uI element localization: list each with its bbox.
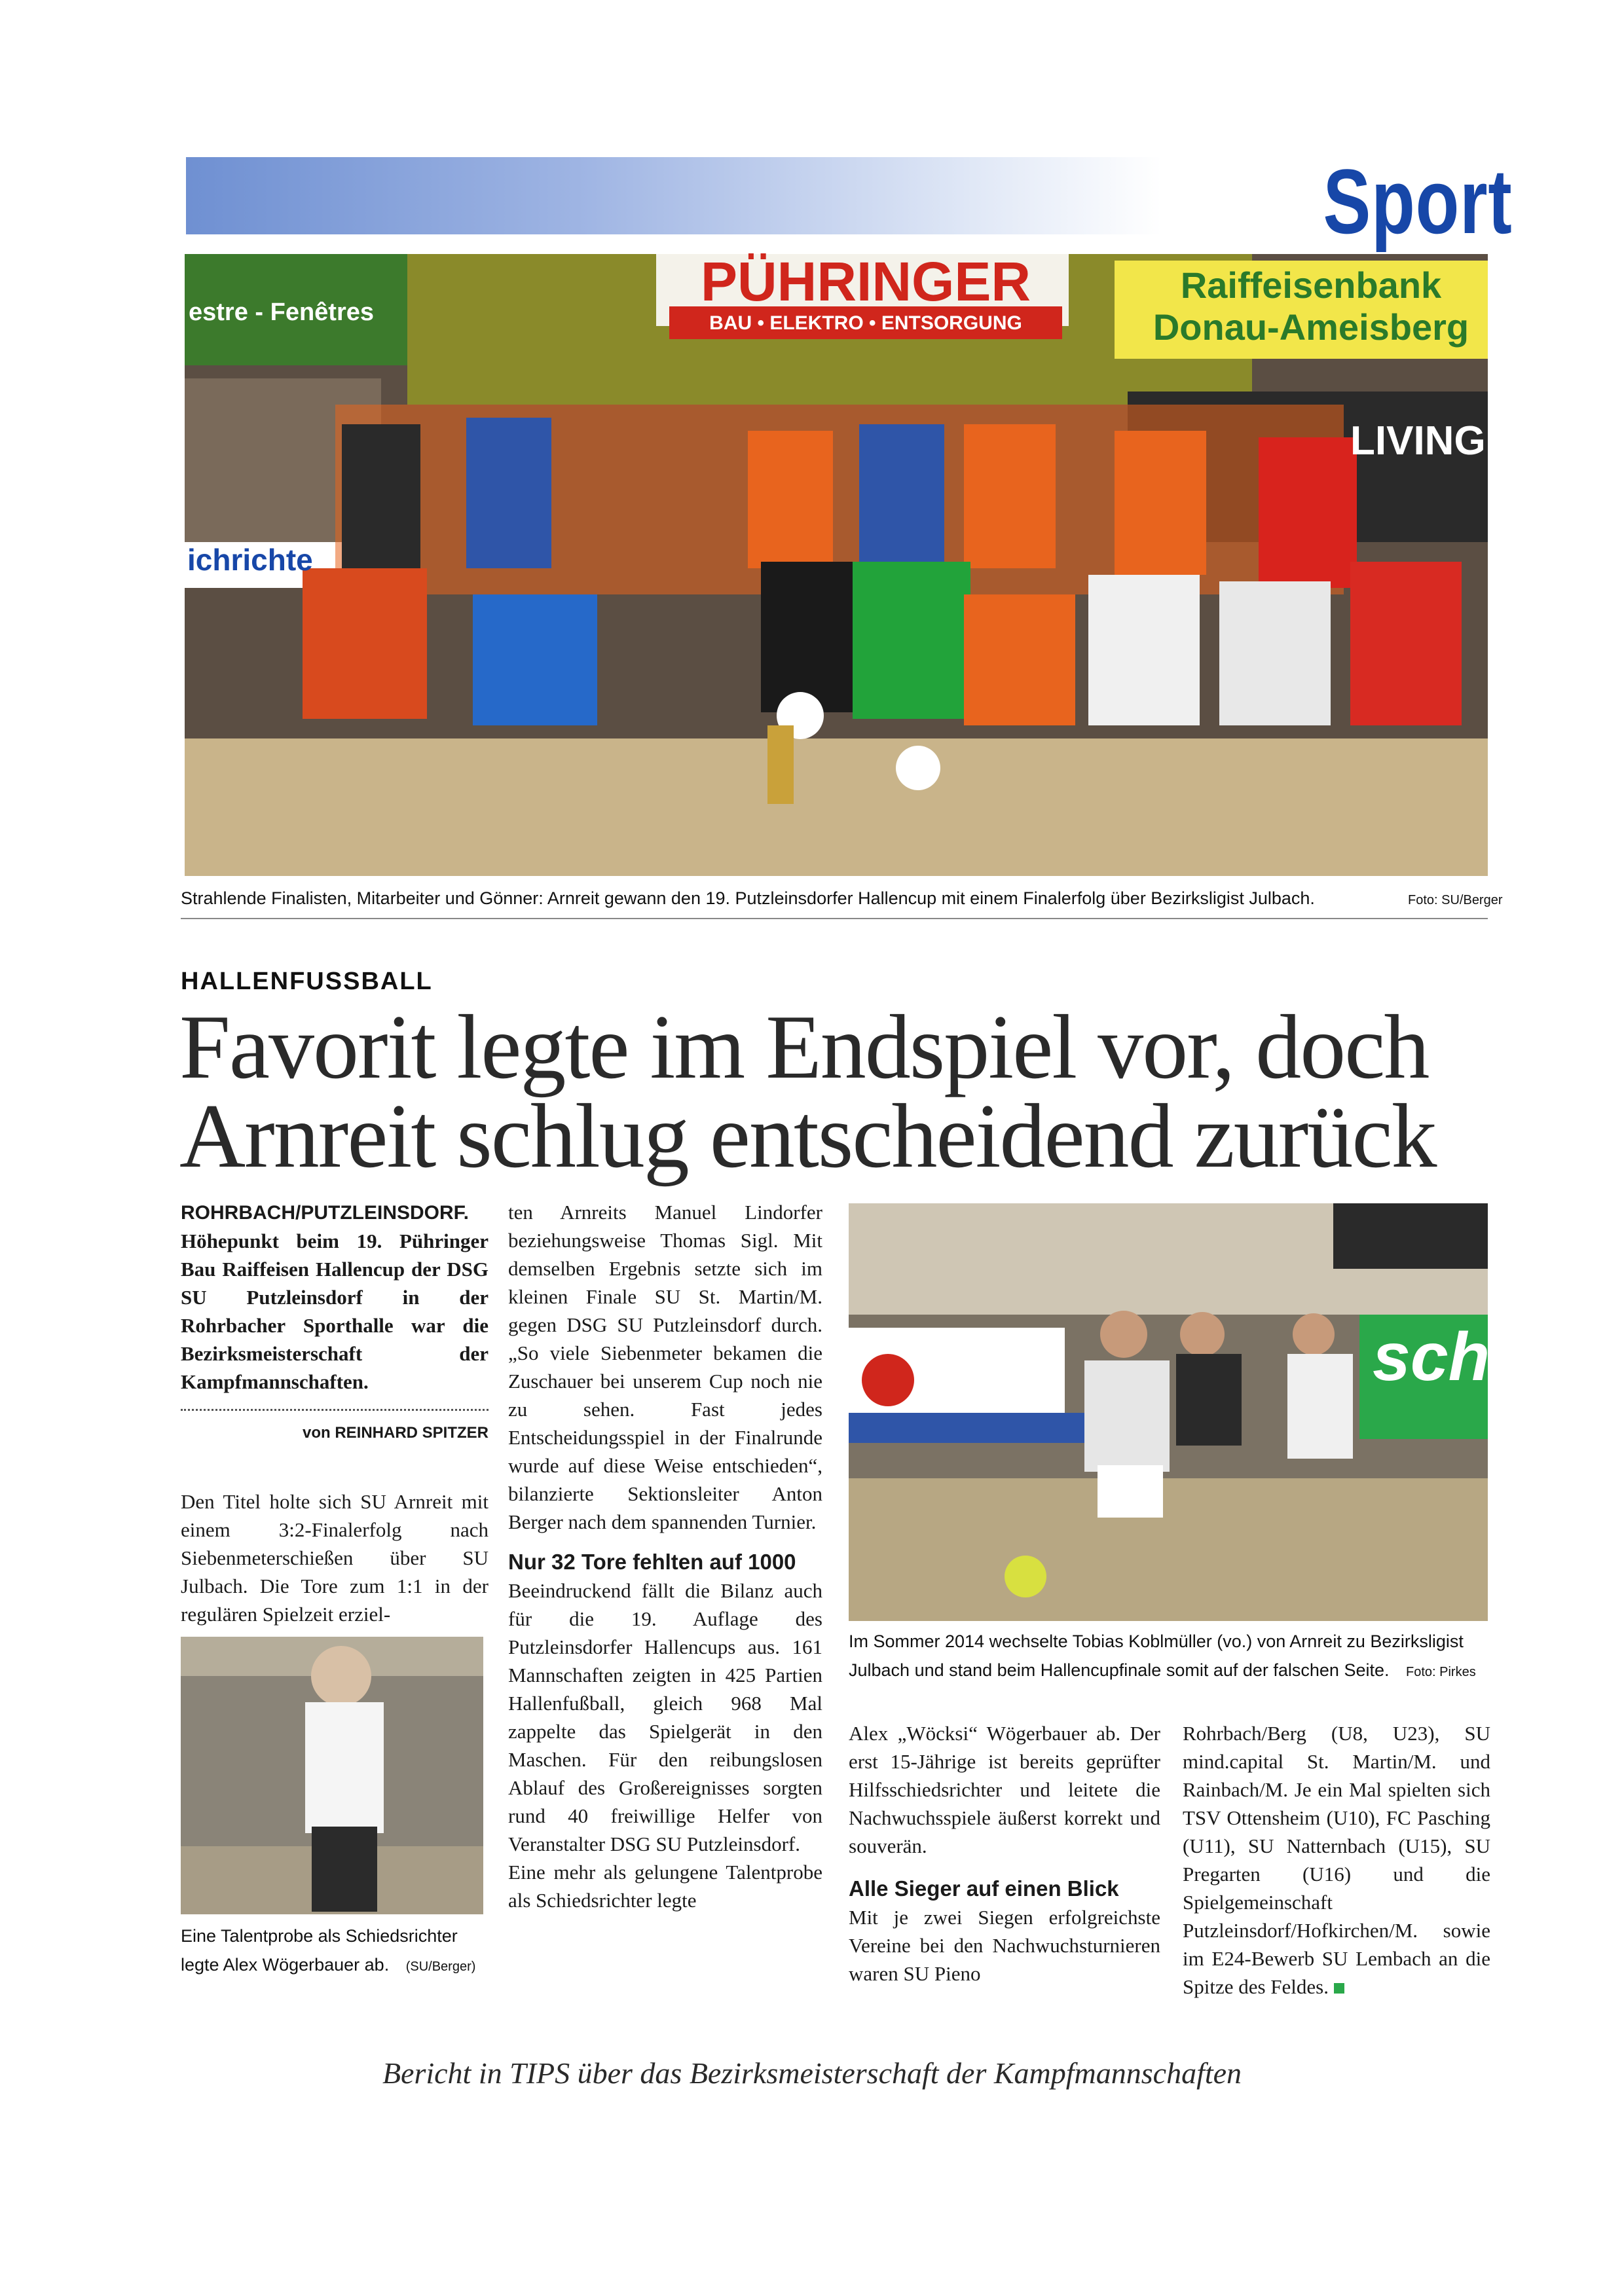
referee-caption-line-1: Eine Talentprobe als Schiedsrichter (181, 1926, 458, 1946)
main-photo-caption: Strahlende Finalisten, Mitarbeiter und Gönner: Arnreit gewann den 19. Putzleinsdorfer Hallencup mit einem Finalerfolg über Bezirksligist Julbach. (181, 888, 1315, 908)
article-dateline: ROHRBACH/PUTZLEINSDORF. (181, 1202, 469, 1224)
column-4-body-text: Rohrbach/Berg (U8, U23), SU mind.capital St. Martin/M. und Rainbach/M. Je ein Mal spielten sich TSV Ottensheim (U10), FC Pasching (U11), SU Natternbach (U15), SU Pregarten (U16) und die Spielgemeinschaft Putzleinsdorf/Hofkirchen/M. sowie im E24-Bewerb SU Lembach an die Spitze des Feldes. (1183, 1722, 1490, 1998)
article-end-mark (1334, 1983, 1344, 1994)
banner-sponsor-main-sub: BAU • ELEKTRO • ENTSORGUNG (709, 312, 1022, 334)
action-photo (849, 1203, 1509, 1621)
article-lead-text: Höhepunkt beim 19. Pühringer Bau Raiffeisen Hallencup der DSG SU Putzleinsdorf in der Rohrbacher Sporthalle war die Bezirksmeisterschaft der Kampfmannschaften. (181, 1230, 489, 1393)
section-header-band (186, 157, 1162, 234)
banner-sponsor-main: PÜHRINGER (700, 251, 1031, 312)
action-caption-line-1: Im Sommer 2014 wechselte Tobias Koblmüller (vo.) von Arnreit zu Bezirksligist (849, 1631, 1464, 1651)
banner-sponsor-bank-line1: Raiffeisenbank (1180, 264, 1442, 306)
action-photo-credit: Foto: Pirkes (1406, 1665, 1476, 1679)
footer-note: Bericht in TIPS über das Bezirksmeisterschaft der Kampfmannschaften (382, 2056, 1242, 2090)
referee-caption-line-2-text: legte Alex Wögerbauer ab. (181, 1955, 390, 1975)
subhead-winners: Alle Sieger auf einen Blick (849, 1876, 1119, 1901)
headline-line-2: Arnreit schlug entscheidend zurück (179, 1085, 1436, 1187)
article-headline (179, 996, 1489, 1187)
column-3-body-2: Mit je zwei Siegen erfolgreichste Vereine bei den Nachwuchsturnieren waren SU Pieno (849, 1906, 1160, 1985)
article-column-2 (508, 1198, 822, 1914)
action-banner-text: schl (1373, 1319, 1509, 1395)
referee-caption-line-2 (181, 1950, 489, 1981)
column-3-body-1: Alex „Wöcksi“ Wögerbauer ab. Der erst 15-Jährige ist bereits geprüfter Hilfsschiedsrichter und leitete die Nachwuchsspiele äußerst korrekt und souverän. (849, 1722, 1160, 1857)
article-kicker: HALLENFUSSBALL (181, 968, 433, 995)
lead-divider (181, 1409, 489, 1411)
action-caption-line-2-text: Julbach und stand beim Hallencupfinale somit auf der falschen Seite. (849, 1660, 1390, 1680)
main-photo-credit: Foto: SU/Berger (1408, 893, 1503, 907)
banner-sponsor-left-news: ichrichte (187, 543, 313, 577)
team-photo (185, 251, 1488, 876)
action-photo-caption (849, 1627, 1504, 1686)
article-lead (181, 1198, 489, 1396)
column-2-body-3: Eine mehr als gelungene Talentprobe als Schiedsrichter legte (508, 1861, 822, 1912)
column-1-body: Den Titel holte sich SU Arnreit mit einem 3:2-Finalerfolg nach Siebenmeterschießen über SU Julbach. Die Tore zum 1:1 in der regulären Spielzeit erziel- (181, 1490, 489, 1626)
article-byline: von REINHARD SPITZER (302, 1424, 489, 1442)
referee-photo (181, 1637, 483, 1914)
column-4-body (1183, 1719, 1490, 2001)
column-2-body-2: Beeindruckend fällt die Bilanz auch für die 19. Auflage des Putzleinsdorfer Hallencups aus. 161 Mannschaften zeigten in 425 Partien Hallenfußball, gleich 968 Mal zappelte das Spielgerät in den Maschen. Für den reibungslosen Ablauf des Großereignisses sorgten rund 40 freiwillige Helfer von Veranstalter DSG SU Putzleinsdorf. (508, 1579, 822, 1855)
column-2-body-1: ten Arnreits Manuel Lindorfer beziehungsweise Thomas Sigl. Mit demselben Ergebnis setzte sich im kleinen Finale SU St. Martin/M. gegen DSG SU Putzleinsdorf durch. „So viele Siebenmeter bekamen die Zuschauer bei unserem Cup noch nie zu sehen. Fast jedes Entscheidungsspiel in der Finalrunde wurde auf diese Weise entschieden“, bilanzierte Sektionsleiter Anton Berger nach dem spannenden Turnier. (508, 1201, 822, 1533)
referee-photo-caption (181, 1922, 489, 1981)
article-column-1 (181, 1198, 489, 1628)
section-title: Sport (1323, 150, 1513, 253)
article-column-4 (1183, 1719, 1490, 2001)
headline-line-1: Favorit legte im Endspiel vor, doch (179, 996, 1429, 1098)
banner-sponsor-right: LIVING (1350, 418, 1486, 464)
referee-photo-credit: (SU/Berger) (405, 1959, 476, 1974)
banner-sponsor-bank-line2: Donau-Ameisberg (1153, 306, 1469, 348)
banner-sponsor-left: estre - Fenêtres (189, 299, 375, 326)
caption-divider (181, 918, 1488, 919)
subhead-goals: Nur 32 Tore fehlten auf 1000 (508, 1550, 796, 1574)
action-caption-line-2 (849, 1656, 1504, 1686)
article-column-3 (849, 1719, 1160, 1988)
